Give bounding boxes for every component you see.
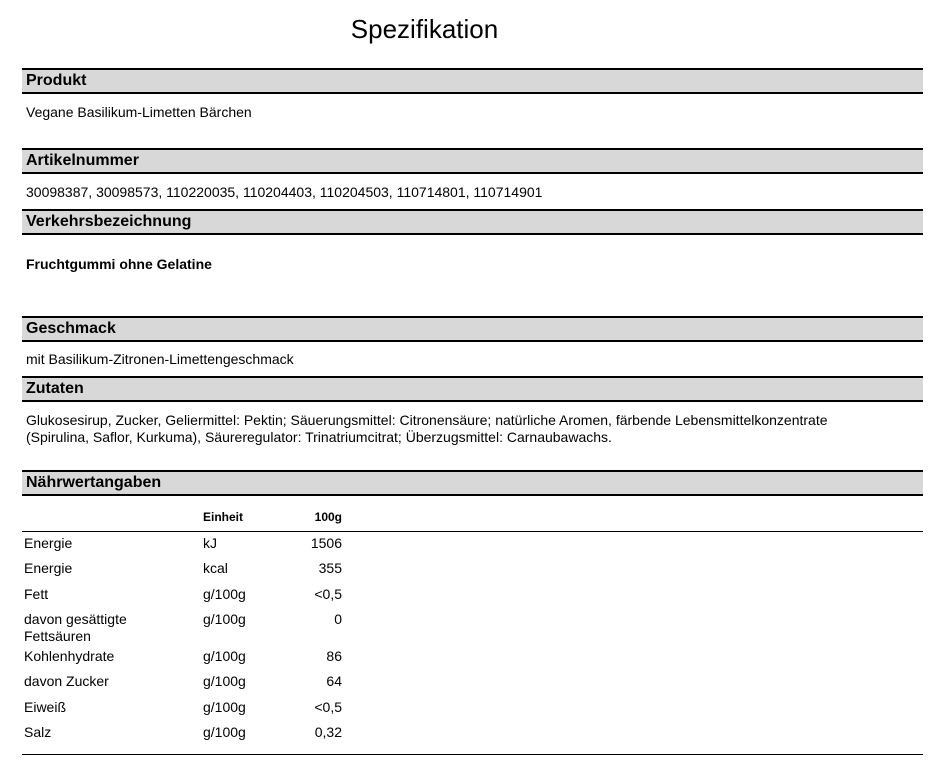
nutrient-value: <0,5 bbox=[314, 586, 342, 602]
section-header-geschmack bbox=[22, 316, 923, 342]
nutrient-value: 355 bbox=[318, 560, 342, 576]
section-header-artikelnummer bbox=[22, 148, 923, 174]
nutrient-name: Energie bbox=[24, 535, 73, 551]
nutrient-name: davon gesättigte Fettsäuren bbox=[24, 611, 127, 644]
nutrient-name: Fett bbox=[24, 586, 49, 602]
section-label: Geschmack bbox=[26, 320, 116, 337]
nutrient-name: Eiweiß bbox=[24, 699, 67, 715]
nutrient-value: <0,5 bbox=[314, 699, 342, 715]
table-row bbox=[0, 699, 937, 719]
table-row bbox=[0, 673, 937, 693]
section-header-naehrwertangaben bbox=[22, 470, 923, 496]
table-row bbox=[0, 611, 937, 647]
nutrient-value: 64 bbox=[326, 673, 342, 689]
nutrient-name: Kohlenhydrate bbox=[24, 648, 115, 664]
nutrient-name: Energie bbox=[24, 560, 73, 576]
nutrient-value: 0 bbox=[334, 611, 342, 627]
nutrient-unit: g/100g bbox=[203, 673, 246, 689]
nutrient-unit: g/100g bbox=[203, 586, 246, 602]
nutrient-unit: kcal bbox=[203, 560, 228, 576]
nutrient-unit: kJ bbox=[203, 535, 217, 551]
table-row bbox=[0, 648, 937, 668]
section-header-zutaten bbox=[22, 376, 923, 402]
table-header-rule bbox=[22, 531, 923, 532]
section-label: Zutaten bbox=[26, 380, 84, 397]
nutrient-unit: g/100g bbox=[203, 611, 246, 627]
nutrient-name: Salz bbox=[24, 724, 52, 740]
nutrient-unit: g/100g bbox=[203, 699, 246, 715]
table-row bbox=[0, 724, 937, 744]
section-label: Produkt bbox=[26, 72, 87, 89]
section-label: Verkehrsbezeichnung bbox=[26, 213, 192, 230]
geschmack-value: mit Basilikum-Zitronen-Limettengeschmack bbox=[26, 351, 294, 367]
verkehrsbezeichnung-value: Fruchtgummi ohne Gelatine bbox=[26, 256, 212, 272]
table-row bbox=[0, 586, 937, 606]
column-header-einheit: Einheit bbox=[203, 510, 244, 524]
table-row bbox=[0, 560, 937, 580]
nutrient-value: 1506 bbox=[310, 535, 342, 551]
nutrient-name: davon Zucker bbox=[24, 673, 109, 689]
table-bottom-rule bbox=[22, 754, 923, 755]
section-label: Artikelnummer bbox=[26, 152, 139, 169]
nutrient-value: 0,32 bbox=[314, 724, 342, 740]
nutrient-value: 86 bbox=[326, 648, 342, 664]
zutaten-line-1: Glukosesirup, Zucker, Geliermittel: Pektin; Säuerungsmittel: Citronensäure; natürliche Aromen, färbende Lebensmittelkonzentrate bbox=[26, 412, 828, 428]
nutrient-unit: g/100g bbox=[203, 724, 246, 740]
page-title: Spezifikation bbox=[350, 14, 499, 44]
zutaten-line-2: (Spirulina, Saflor, Kurkuma), Säureregulator: Trinatriumcitrat; Überzugsmittel: Carnaubawachs. bbox=[26, 429, 612, 445]
section-header-verkehrsbezeichnung bbox=[22, 209, 923, 235]
artikelnummer-value: 30098387, 30098573, 110220035, 110204403, 110204503, 110714801, 110714901 bbox=[26, 184, 543, 200]
column-header-100g: 100g bbox=[314, 510, 342, 524]
nutrient-unit: g/100g bbox=[203, 648, 246, 664]
produkt-value: Vegane Basilikum-Limetten Bärchen bbox=[26, 104, 252, 120]
section-label: Nährwertangaben bbox=[26, 474, 162, 491]
table-row bbox=[0, 535, 937, 555]
section-header-produkt bbox=[22, 68, 923, 94]
